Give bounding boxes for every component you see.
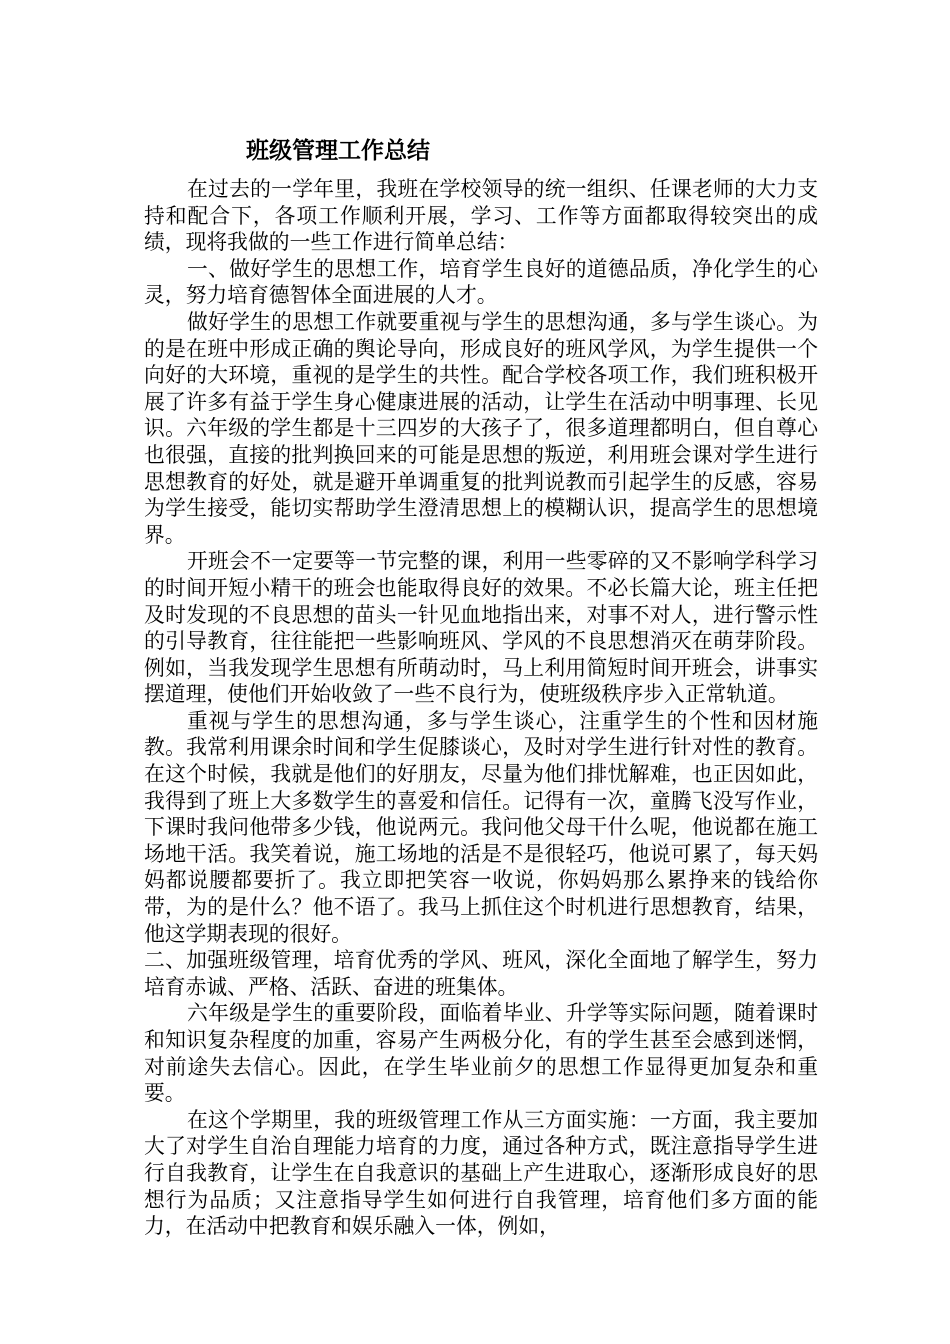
paragraph-class-meeting: 开班会不一定要等一节完整的课，利用一些零碎的又不影响学科学习的时间开短小精干的班会也能取得良好的效果。不必长篇大论，班主任把及时发现的不良思想的苗头一针见血地指出来，对事不对人，进行警示性的引导教育，往往能把一些影响班风、学风的不良思想消灭在萌芽阶段。例如，当我发现学生思想有所萌动时，马上利用简短时间开班会，讲事实摆道理，使他们开始收敛了一些不良行为，使班级秩序步入正常轨道。 <box>144 549 818 707</box>
paragraph-grade-six: 六年级是学生的重要阶段，面临着毕业、升学等实际问题，随着课时和知识复杂程度的加重，容易产生两极分化，有的学生甚至会感到迷惘，对前途失去信心。因此，在学生毕业前夕的思想工作显得更加复杂和重要。 <box>144 1001 818 1106</box>
document-title: 班级管理工作总结 <box>246 138 430 164</box>
paragraph-communication: 重视与学生的思想沟通，多与学生谈心，注重学生的个性和因材施教。我常利用课余时间和学生促膝谈心，及时对学生进行针对性的教育。在这个时候，我就是他们的好朋友，尽量为他们排忧解难，也正因如此，我得到了班上大多数学生的喜爱和信任。记得有一次，童腾飞没写作业，下课时我问他带多少钱，他说两元。我问他父母干什么呢，他说都在施工场地干活。我笑着说，施工场地的活是不是很轻巧，他说可累了，每天妈妈都说腰都要折了。我立即把笑容一收说，你妈妈那么累挣来的钱给你带，为的是什么？他不语了。我马上抓住这个时机进行思想教育，结果，他这学期表现的很好。 <box>144 708 818 946</box>
section-heading-2: 二、加强班级管理，培育优秀的学风、班风，深化全面地了解学生，努力培育赤诚、严格、活跃、奋进的班集体。 <box>144 948 818 999</box>
paragraph-three-aspects: 在这个学期里，我的班级管理工作从三方面实施：一方面，我主要加大了对学生自治自理能力培育的力度，通过各种方式，既注意指导学生进行自我教育，让学生在自我意识的基础上产生进取心，逐渐形成良好的思想行为品质；又注意指导学生如何进行自我管理，培育他们多方面的能力，在活动中把教育和娱乐融入一体，例如， <box>144 1107 818 1239</box>
paragraph-intro: 在过去的一学年里，我班在学校领导的统一组织、任课老师的大力支持和配合下，各项工作顺利开展，学习、工作等方面都取得较突出的成绩，现将我做的一些工作进行简单总结： <box>144 177 818 255</box>
section-heading-1: 一、做好学生的思想工作，培育学生良好的道德品质，净化学生的心灵，努力培育德智体全面进展的人才。 <box>144 256 818 308</box>
paragraph-thought-work: 做好学生的思想工作就要重视与学生的思想沟通，多与学生谈心。为的是在班中形成正确的舆论导向，形成良好的班风学风，为学生提供一个向好的大环境，重视的是学生的共性。配合学校各项工作，我们班积极开展了许多有益于学生身心健康进展的活动，让学生在活动中明事理、长见识。六年级的学生都是十三四岁的大孩子了，很多道理都明白，但自尊心也很强，直接的批判换回来的可能是思想的叛逆，利用班会课对学生进行思想教育的好处，就是避开单调重复的批判说教而引起学生的反感，容易为学生接受，能切实帮助学生澄清思想上的模糊认识，提高学生的思想境界。 <box>144 309 818 547</box>
document-body <box>144 176 818 1240</box>
